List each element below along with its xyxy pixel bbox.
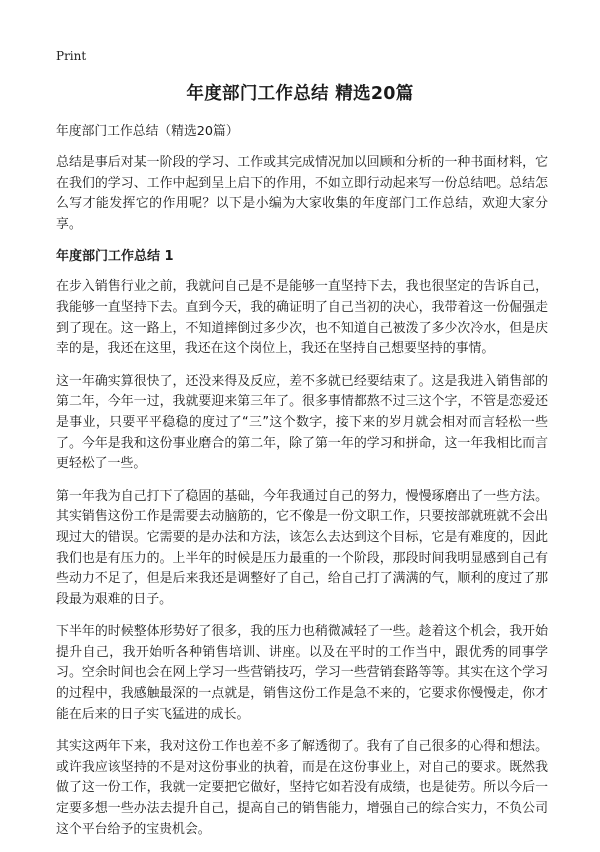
body-paragraph-1: 在步入销售行业之前，我就问自己是不是能够一直坚持下去，我也很坚定的告诉自己，我能够一直坚持下去。直到今天，我的确证明了自己当初的决心，我带着这一份倔强走到了现在。这一路上，不知道摔倒过多少次，也不知道自己被泼了多少次冷水，但是庆幸的是，我还在这里，我还在这个岗位上，我还在坚持自己想要坚持的事情。: [56, 279, 548, 357]
body-paragraph-5: 其实这两年下来，我对这份工作也差不多了解透彻了。我有了自己很多的心得和想法。或许我应该坚持的不是对这份事业的执着，而是在这份事业上，对自己的要求。既然我做了这一份工作，我就一定要把它做好，坚持它如若没有成绩，也是徒劳。所以今后一定要多想一些办法去提升自己，提高自己的销售能力，增强自己的综合实力，不负公司这个平台给予的宝贵机会。: [56, 739, 548, 837]
body-paragraph-3: 第一年我为自己打下了稳固的基础，今年我通过自己的努力，慢慢琢磨出了一些方法。其实销售这份工作是需要去动脑筋的，它不像是一份文职工作，只要按部就班就不会出现过大的错误。它需要的是办法和方法，该怎么去达到这个目标，它是有难度的，因此我们也是有压力的。上半年的时候是压力最重的一个阶段，那段时间我明显感到自己有些动力不足了，但是后来我还是调整好了自己，给自己打了满满的气，顺利的度过了那段最为艰难的日子。: [56, 488, 548, 607]
section-heading: 年度部门工作总结 1: [56, 249, 174, 265]
intro-paragraph: 总结是事后对某一阶段的学习、工作或其完成情况加以回顾和分析的一种书面材料，它在我们的学习、工作中起到呈上启下的作用，不如立即行动起来写一份总结吧。总结怎么写才能发挥它的作用呢？以下是小编为大家收集的年度部门工作总结，欢迎大家分享。: [56, 155, 548, 232]
page-title: 年度部门工作总结 精选20篇: [186, 84, 414, 104]
document-body: [56, 122, 548, 852]
print-link[interactable]: Print: [56, 49, 87, 63]
document-subtitle: 年度部门工作总结（精选20篇）: [56, 124, 239, 139]
body-paragraph-2: 这一年确实算很快了，还没来得及反应，差不多就已经要结束了。这是我进入销售部的第二年，今年一过，我就要迎来第三年了。很多事情都熬不过三这个字，不管是恋爱还是事业，只要平平稳稳的度过了“三”这个数字，接下来的岁月就会相对而言轻松一些了。今年是我和这份事业磨合的第二年，除了第一年的学习和拼命，这一年我相比而言更轻松了一些。: [56, 373, 548, 472]
body-paragraph-4: 下半年的时候整体形势好了很多，我的压力也稍微减轻了一些。趁着这个机会，我开始提升自己，我开始听各种销售培训、讲座。以及在平时的工作当中，跟优秀的同事学习。空余时间也会在网上学习一些营销技巧，学习一些营销套路等等。其实在这个学习的过程中，我感触最深的一点就是，销售这份工作是急不来的，它要求你慢慢走，你才能在后来的日子实飞猛进的成长。: [56, 624, 548, 722]
